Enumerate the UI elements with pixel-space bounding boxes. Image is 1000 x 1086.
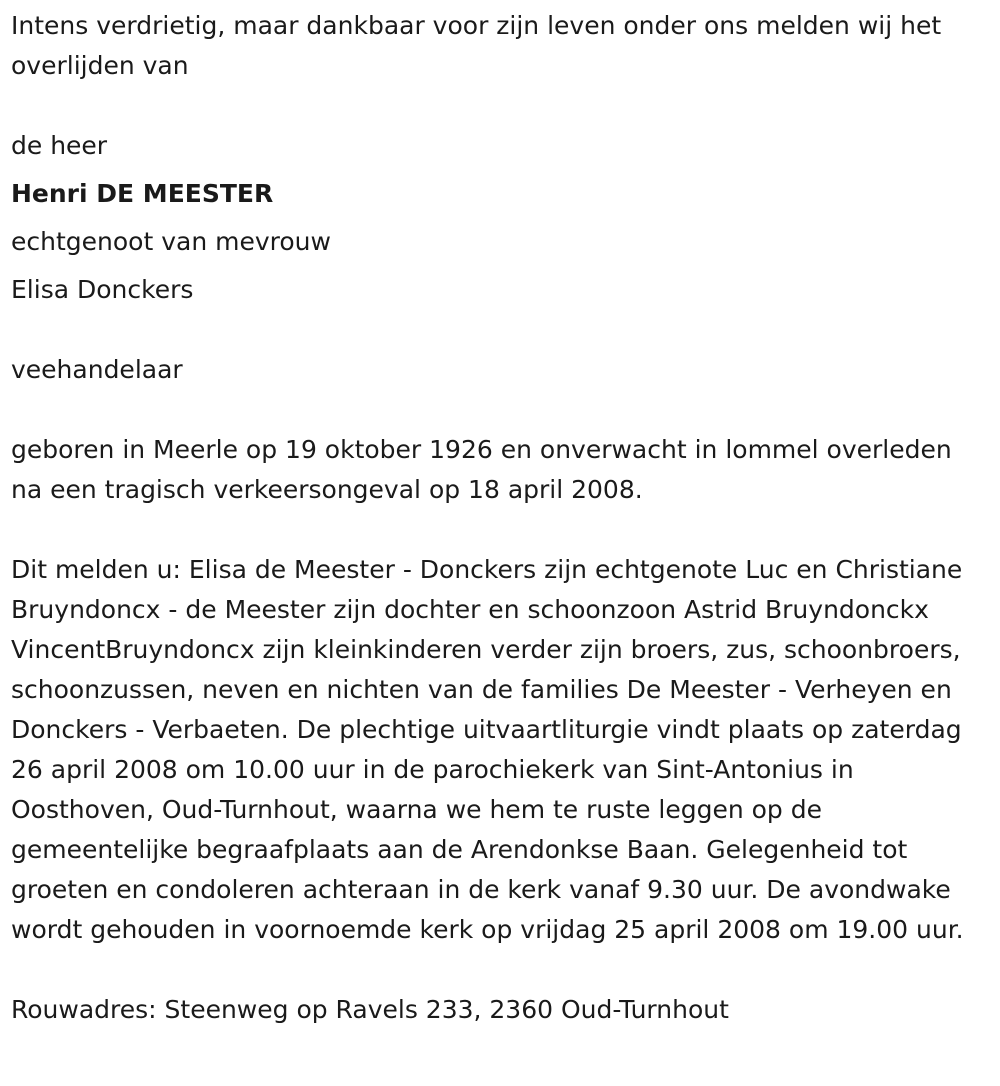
spouse-name: Elisa Donckers: [11, 275, 194, 304]
message-text: Dit melden u: Elisa de Meester - Donckers zijn echtgenote Luc en Christiane Bruyndoncx - de Meester zijn dochter en schoonzoon Astrid Bruyndonckx VincentBruyndoncx zijn kleinkinderen verder zijn broers, zus, schoonbroers, schoonzussen, neven en nichten van de families De Meester - Verheyen en Donckers - Verbaeten. De plechtige uitvaartliturgie vindt plaats op zaterdag 26 april 2008 om 10.00 uur in de parochiekerk van Sint-Antonius in Oosthoven, Oud-Turnhout, waarna we hem te ruste leggen op de gemeentelijke begraafplaats aan de Arendonkse Baan. Gelegenheid tot groeten en condoleren achteraan in de kerk vanaf 9.30 uur. De avondwake wordt gehouden in voornoemde kerk op vrijdag 25 april 2008 om 19.00 uur.: [11, 555, 964, 944]
deceased-name: Henri DE MEESTER: [11, 179, 274, 208]
spacer: [11, 950, 986, 990]
salutation: de heer: [11, 131, 108, 160]
intro-text: Intens verdrietig, maar dankbaar voor zijn leven onder ons melden wij het overlijden van: [11, 11, 942, 80]
spacer: [11, 390, 986, 430]
spacer: [11, 510, 986, 550]
birth-death-text: geboren in Meerle op 19 oktober 1926 en onverwacht in lommel overleden na een tragisch verkeersongeval op 18 april 2008.: [11, 435, 952, 504]
spacer: [11, 310, 986, 350]
spacer: [11, 86, 986, 126]
occupation: veehandelaar: [11, 355, 183, 384]
spouse-label: echtgenoot van mevrouw: [11, 227, 331, 256]
address-text: Rouwadres: Steenweg op Ravels 233, 2360 Oud-Turnhout: [11, 995, 729, 1024]
death-notice: [11, 6, 986, 1030]
